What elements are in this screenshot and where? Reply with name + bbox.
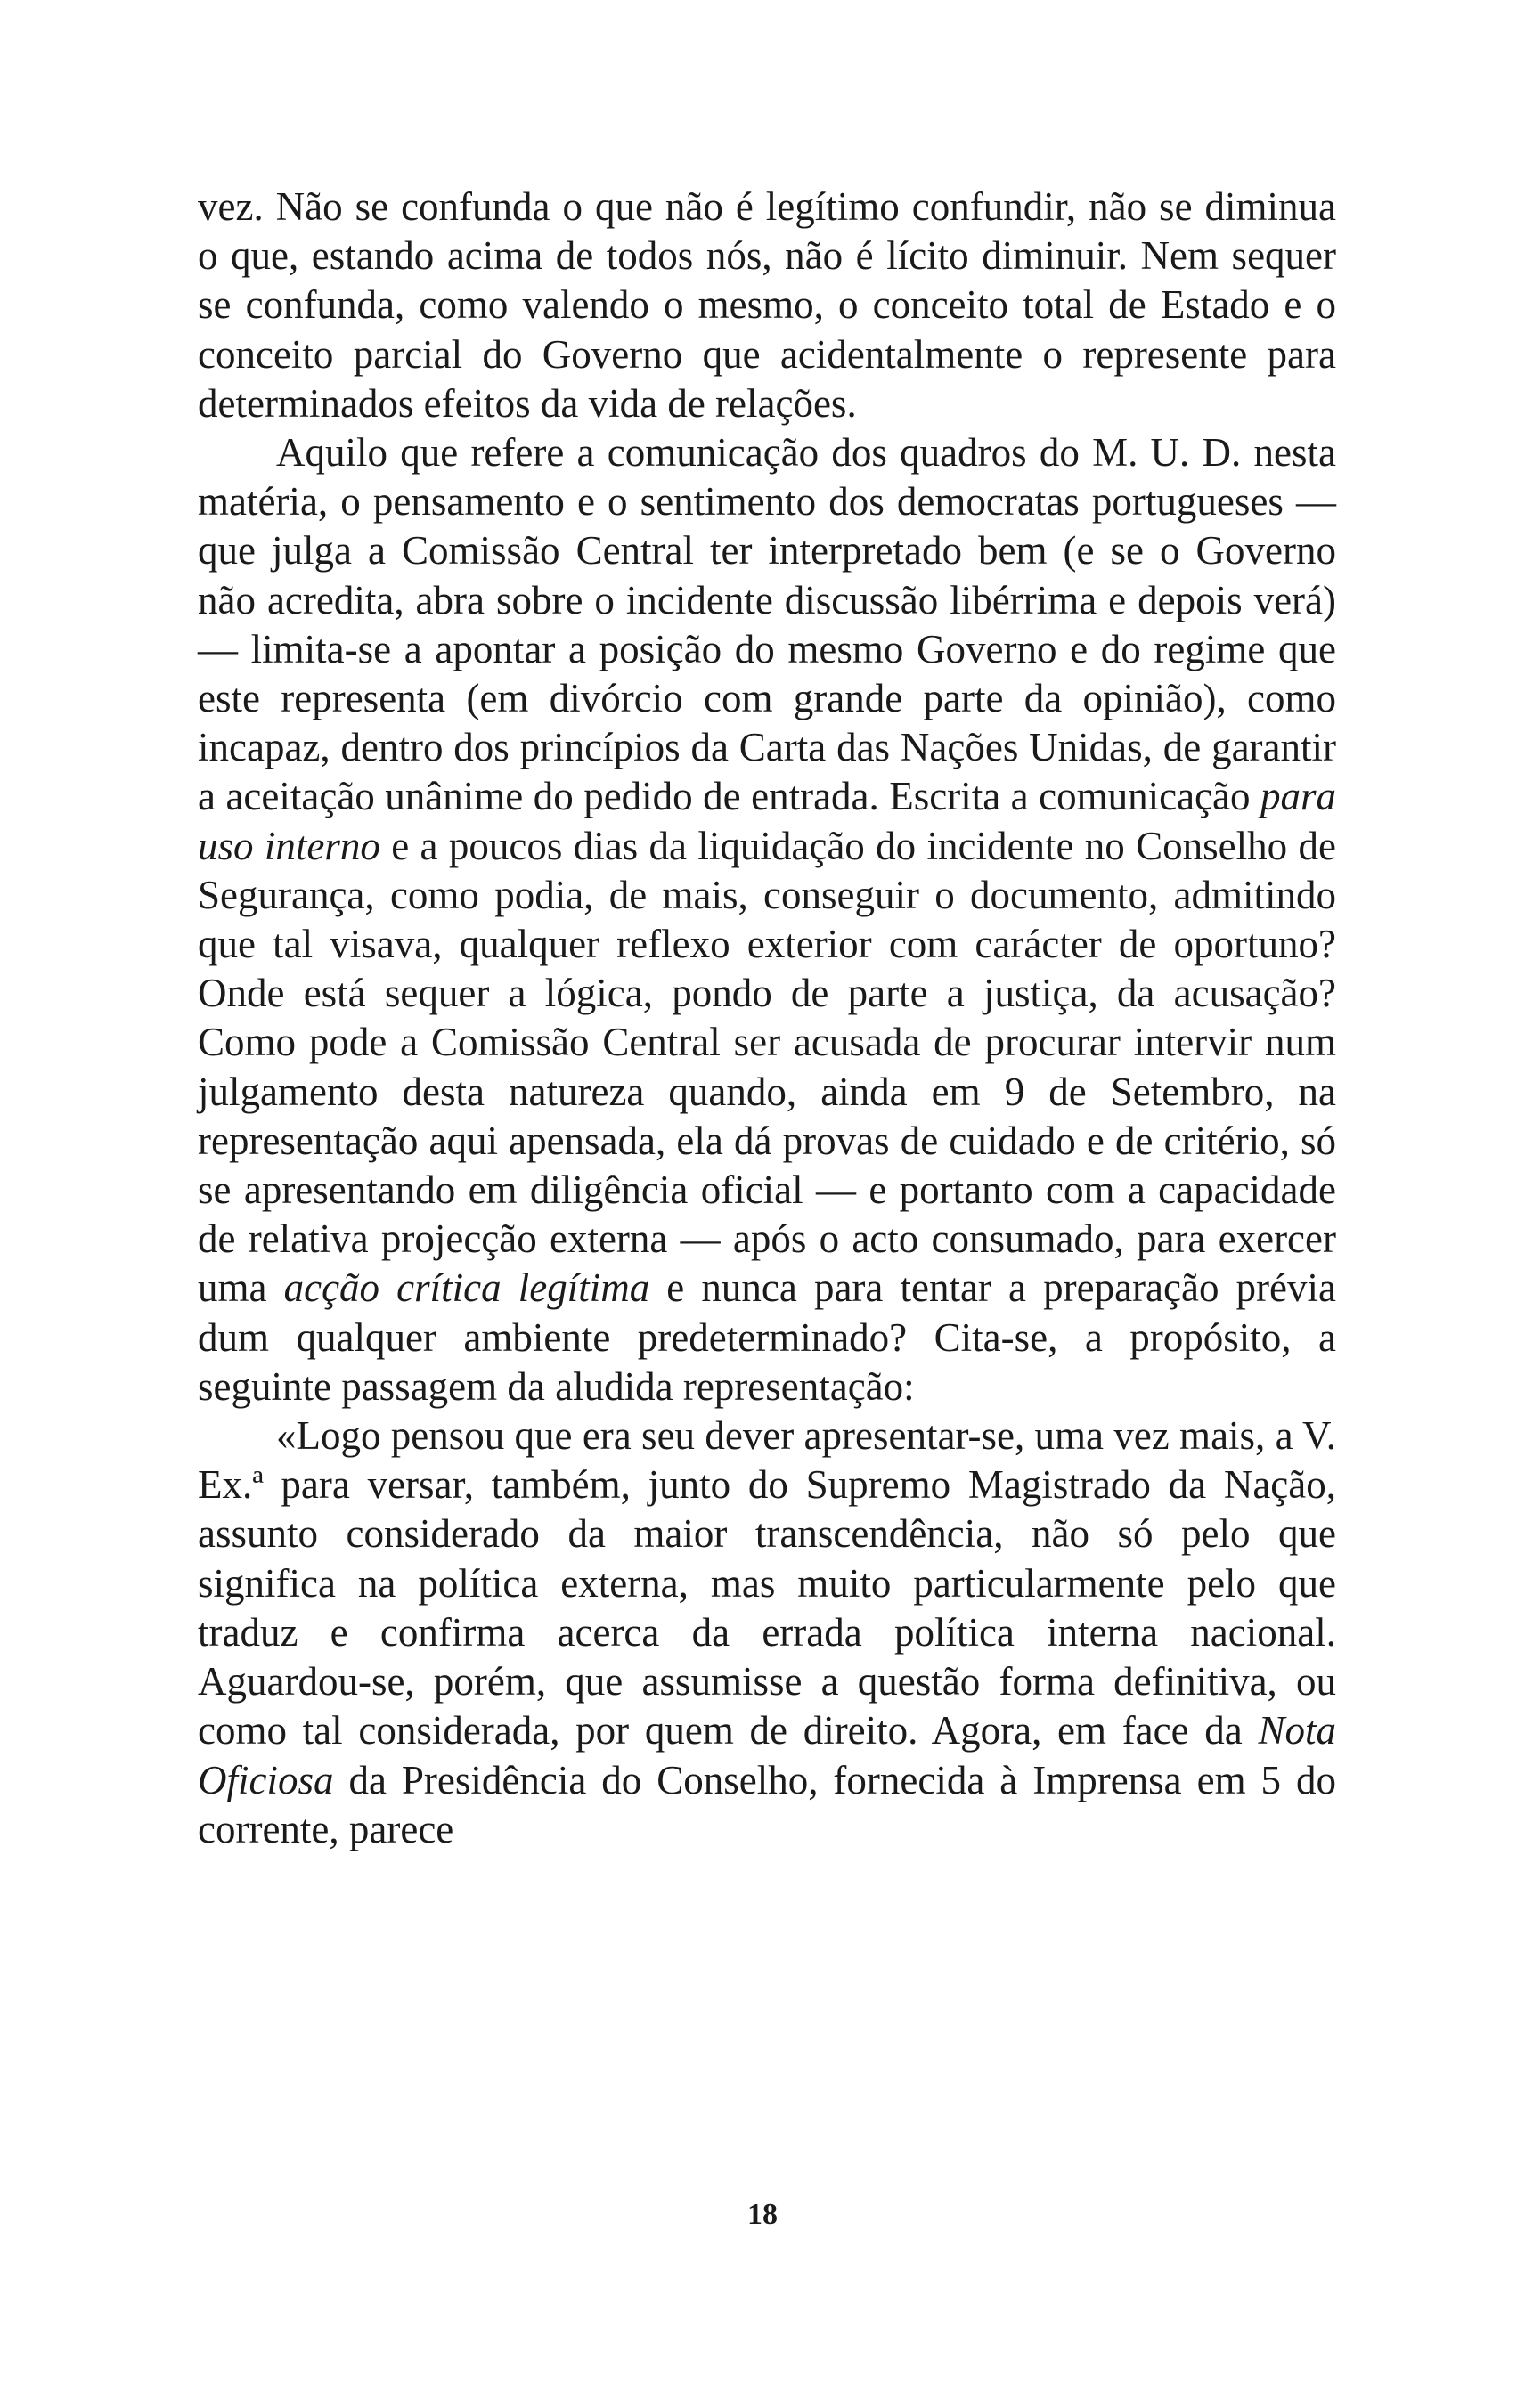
page-number: 18 (747, 2198, 778, 2231)
paragraph-1 (198, 183, 1336, 428)
italic-text-segment: Nota Oficiosa (198, 1708, 1336, 1802)
text-segment: «Logo pensou que era seu dever apresentar-se, uma vez mais, a V. Ex.ª para versar, também, junto do Supremo Magistrado da Nação, assunto considerado da maior transcendência, não só pelo que significa na política externa, mas muito particularmente pelo que traduz e confirma acerca da errada política interna nacional. Aguardou-se, porém, que assumisse a questão forma definitiva, ou como tal considerada, por quem de direito. Agora, em face da (198, 1413, 1336, 1753)
italic-text-segment: acção crítica legítima (283, 1265, 650, 1311)
text-segment: e a poucos dias da liquidação do incidente no Conselho de Segurança, como podia, de mais, conseguir o documento, admitindo que tal visava, qualquer reflexo exterior com carácter de oportuno? Onde está sequer a lógica, pondo de parte a justiça, da acusação? Como pode a Comissão Central ser acusada de procurar intervir num julgamento desta natureza quando, ainda em 9 de Setembro, na representação aqui apensada, ela dá provas de cuidado e de critério, só se apresentando em diligência oficial — e portanto com a capacidade de relativa projecção externa — após o acto consumado, para exercer uma (198, 823, 1336, 1311)
text-segment: vez. Não se confunda o que não é legítimo confundir, não se diminua o que, estando acima de todos nós, não é lícito diminuir. Nem sequer se confunda, como valendo o mesmo, o conceito total de Estado e o conceito parcial do Governo que acidentalmente o represente para determinados efeitos da vida de relações. (198, 184, 1336, 426)
text-segment: da Presidência do Conselho, fornecida à Imprensa em 5 do corrente, parece (198, 1757, 1336, 1851)
body-text (198, 183, 1336, 1854)
paragraph-3 (198, 1411, 1336, 1854)
text-segment: e nunca para tentar a preparação prévia dum qualquer ambiente predeterminado? Cita-se, a propósito, a seguinte passagem da aludida representação: (198, 1265, 1336, 1409)
text-segment: Aquilo que refere a comunicação dos quadros do M. U. D. nesta matéria, o pensamento e o sentimento dos democratas portugueses — que julga a Comissão Central ter interpretado bem (e se o Governo não acredita, abra sobre o incidente discussão libérrima e depois verá) — limita-se a apontar a posição do mesmo Governo e do regime que este representa (em divórcio com grande parte da opinião), como incapaz, dentro dos princípios da Carta das Nações Unidas, de garantir a aceitação unânime do pedido de entrada. Escrita a comunicação (198, 430, 1336, 819)
italic-text-segment: para uso interno (198, 774, 1336, 868)
paragraph-2 (198, 428, 1336, 1411)
